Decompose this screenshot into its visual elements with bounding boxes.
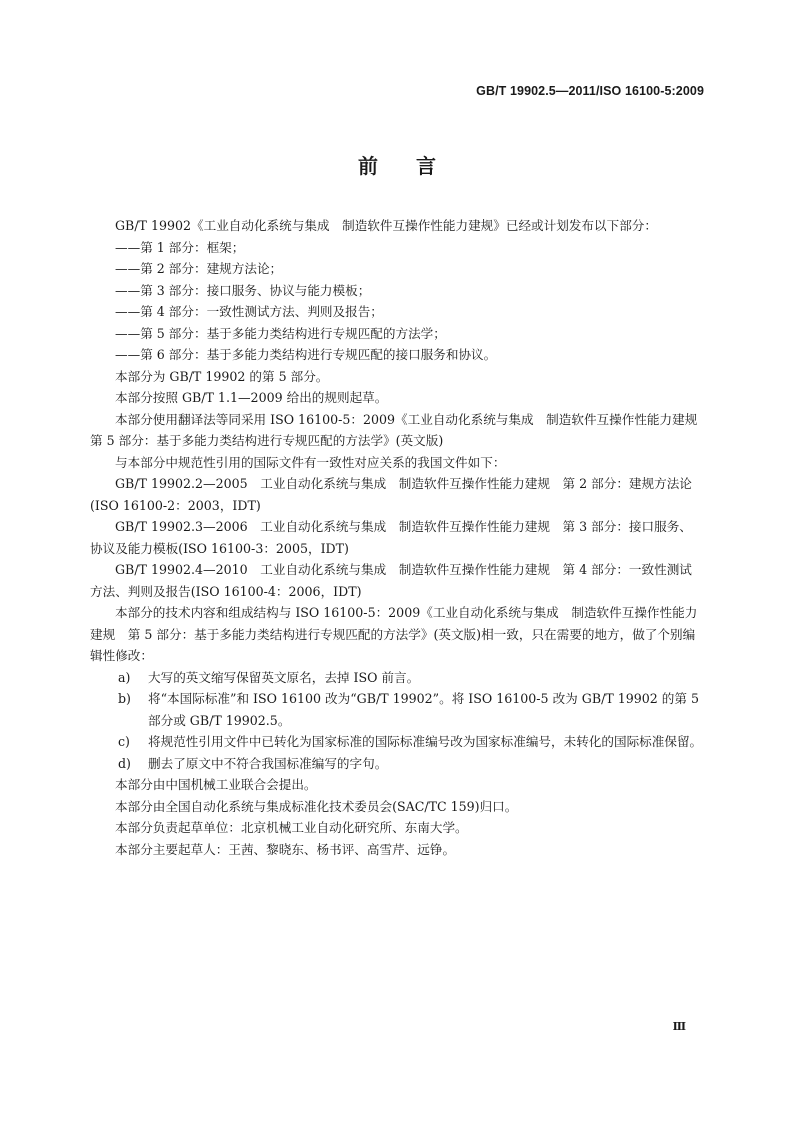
body-paragraph: 本部分的技术内容和组成结构与 ISO 16100-5：2009《工业自动化系统与集成 制造软件互操作性能力建规 第 5 部分：基于多能力类结构进行专规匹配的方法学》(英文版)相一致，只在需要的地方，做了个别编辑性修改： bbox=[90, 605, 698, 663]
edit-label: c) bbox=[118, 734, 130, 749]
reference-item: GB/T 19902.4—2010 工业自动化系统与集成 制造软件互操作性能力建规 第 4 部分：一致性测试方法、判则及报告(ISO 16100-4：2006，IDT) bbox=[90, 562, 692, 599]
body-paragraph: 本部分为 GB/T 19902 的第 5 部分。 bbox=[115, 368, 329, 384]
part-list-item: ——第 4 部分：一致性测试方法、判则及报告； bbox=[115, 304, 383, 319]
foreword-body bbox=[90, 215, 710, 860]
edit-label: b) bbox=[118, 691, 131, 706]
reference-item: GB/T 19902.2—2005 工业自动化系统与集成 制造软件互操作性能力建规 第 2 部分：建规方法论(ISO 16100-2：2003，IDT) bbox=[90, 476, 692, 513]
edit-list-item bbox=[90, 731, 704, 753]
body-paragraph: 本部分按照 GB/T 1.1—2009 给出的规则起草。 bbox=[115, 390, 388, 405]
part-list-item: ——第 1 部分：框架； bbox=[115, 239, 245, 255]
edit-list-item bbox=[90, 753, 704, 775]
edit-text: 将“本国际标准”和 ISO 16100 改为“GB/T 19902”。将 ISO 16100-5 改为 GB/T 19902 的第 5 部分或 GB/T 19902.5。 bbox=[148, 691, 699, 728]
edit-text: 大写的英文缩写保留英文原名，去掉 ISO 前言。 bbox=[148, 669, 420, 685]
edit-label: d) bbox=[118, 755, 131, 771]
edit-list-item bbox=[90, 688, 704, 731]
intro-paragraph: GB/T 19902《工业自动化系统与集成 制造软件互操作性能力建规》已经或计划发布以下部分： bbox=[115, 218, 657, 233]
body-paragraph: 本部分使用翻译法等同采用 ISO 16100-5：2009《工业自动化系统与集成 制造软件互操作性能力建规 第 5 部分：基于多能力类结构进行专规匹配的方法学》(英文版) bbox=[90, 411, 710, 448]
page-number: Ⅲ bbox=[672, 1020, 686, 1033]
part-list-item: ——第 2 部分：建规方法论； bbox=[115, 261, 283, 276]
body-paragraph: 本部分由中国机械工业联合会提出。 bbox=[115, 777, 317, 792]
edit-label: a) bbox=[118, 669, 131, 685]
part-list-item: ——第 3 部分：接口服务、协议与能力模板； bbox=[115, 282, 371, 298]
part-list-item: ——第 5 部分：基于多能力类结构进行专规匹配的方法学； bbox=[115, 325, 446, 341]
part-list-item: ——第 6 部分：基于多能力类结构进行专规匹配的接口服务和协议。 bbox=[115, 347, 497, 362]
edit-text: 将规范性引用文件中已转化为国家标准的国际标准编号改为国家标准编号，未转化的国际标准保留。 bbox=[148, 734, 703, 749]
edit-list-item bbox=[90, 667, 704, 689]
body-paragraph: 与本部分中规范性引用的国际文件有一致性对应关系的我国文件如下： bbox=[115, 454, 506, 470]
edit-text: 删去了原文中不符合我国标准编写的字句。 bbox=[148, 755, 388, 771]
reference-item: GB/T 19902.3—2006 工业自动化系统与集成 制造软件互操作性能力建规 第 3 部分：接口服务、协议及能力模板(ISO 16100-3：2005，IDT) bbox=[90, 519, 692, 556]
page-title: 前言 bbox=[358, 154, 474, 178]
body-paragraph: 本部分主要起草人：王茜、黎晓东、杨书评、高雪芹、远铮。 bbox=[115, 841, 456, 857]
standard-code-header: GB/T 19902.5—2011/ISO 16100-5:2009 bbox=[476, 84, 704, 98]
body-paragraph: 本部分负责起草单位：北京机械工业自动化研究所、东南大学。 bbox=[115, 820, 468, 835]
body-paragraph: 本部分由全国自动化系统与集成标准化技术委员会(SAC/TC 159)归口。 bbox=[115, 798, 518, 814]
